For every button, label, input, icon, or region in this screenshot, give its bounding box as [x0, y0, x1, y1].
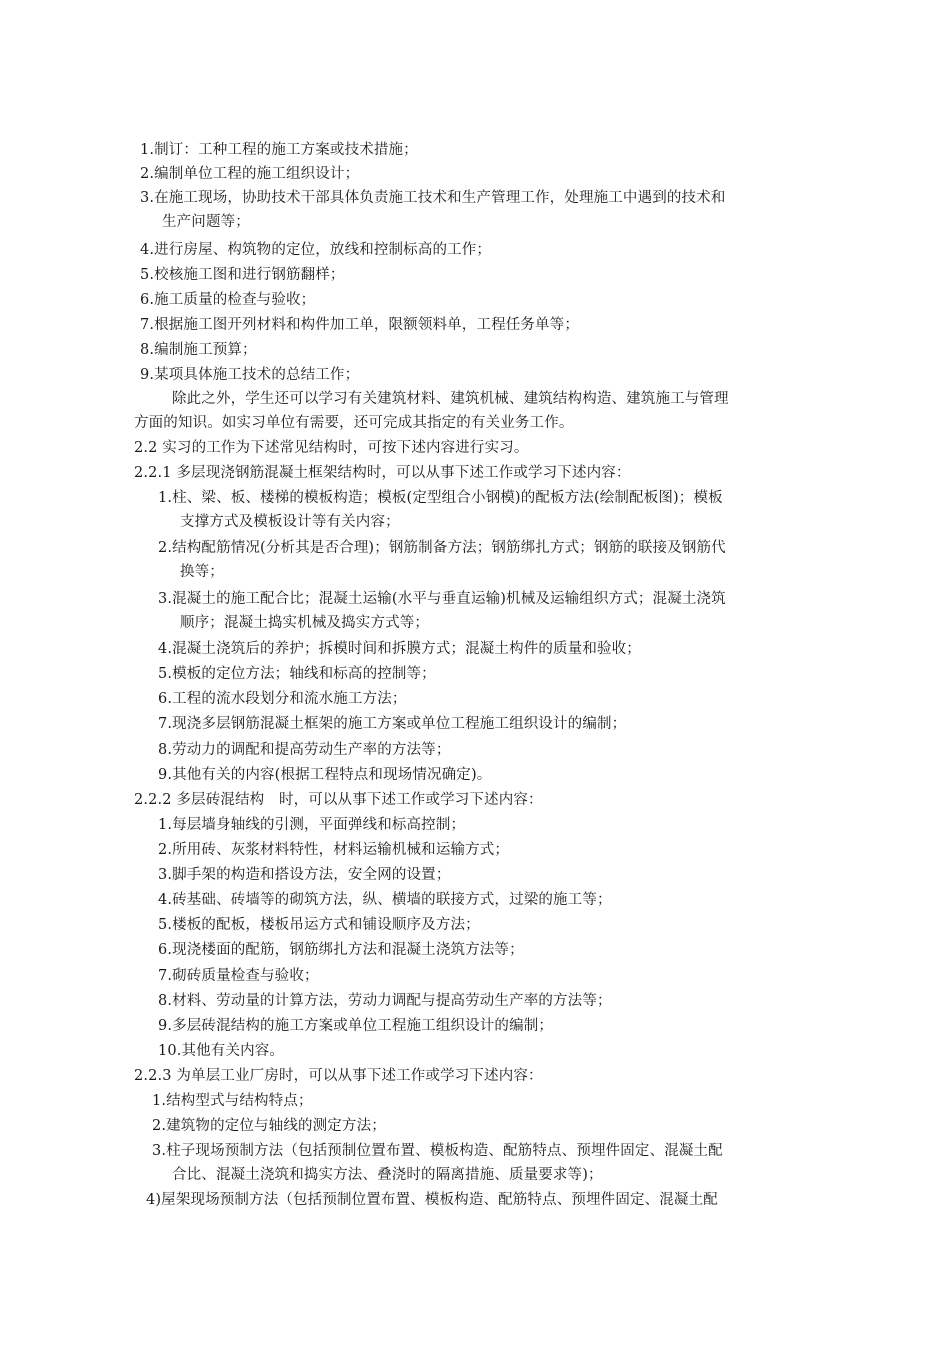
list-item-2: 2.编制单位工程的施工组织设计； [140, 166, 360, 182]
masonry-item-5: 5.楼板的配板，楼板吊运方式和铺设顺序及方法； [158, 917, 480, 933]
list-item-5: 5.校核施工图和进行钢筋翻样； [140, 267, 345, 283]
list-item-3: 3.在施工现场，协助技术干部具体负责施工技术和生产管理工作，处理施工中遇到的技术和 [140, 190, 726, 206]
frame-item-3-continuation: 顺序；混凝土捣实机械及捣实方式等； [180, 615, 430, 631]
list-item-7: 7.根据施工图开列材料和构件加工单，限额领料单，工程任务单等； [140, 317, 579, 333]
frame-item-2-continuation: 换等； [180, 564, 224, 580]
frame-item-6: 6.工程的流水段划分和流水施工方法； [158, 691, 407, 707]
factory-item-1: 1.结构型式与结构特点； [152, 1093, 313, 1109]
frame-item-2: 2.结构配筋情况(分析其是否合理)；钢筋制备方法；钢筋绑扎方式；钢筋的联接及钢筋代 [158, 540, 726, 556]
masonry-item-2: 2.所用砖、灰浆材料特性，材料运输机械和运输方式； [158, 842, 510, 858]
section-heading-2-2-3: 2.2.3 为单层工业厂房时，可以从事下述工作或学习下述内容： [134, 1068, 543, 1084]
frame-item-9: 9.其他有关的内容(根据工程特点和现场情况确定)。 [158, 767, 492, 783]
section-heading-2-2: 2.2 实习的工作为下述常见结构时，可按下述内容进行实习。 [134, 440, 529, 456]
frame-item-7: 7.现浇多层钢筋混凝土框架的施工方案或单位工程施工组织设计的编制； [158, 716, 627, 732]
section-heading-2-2-1: 2.2.1 多层现浇钢筋混凝土框架结构时，可以从事下述工作或学习下述内容： [134, 465, 631, 481]
list-item-8: 8.编制施工预算； [140, 342, 257, 358]
frame-item-4: 4.混凝土浇筑后的养护；拆模时间和拆膜方式；混凝土构件的质量和验收； [158, 641, 641, 657]
frame-item-3: 3.混凝土的施工配合比；混凝土运输(水平与垂直运输)机械及运输组织方式；混凝土浇筑 [158, 591, 726, 607]
section-heading-2-2-2: 2.2.2 多层砖混结构 时，可以从事下述工作或学习下述内容： [134, 792, 543, 808]
factory-item-3-continuation: 合比、混凝土浇筑和捣实方法、叠浇时的隔离措施、质量要求等)； [172, 1167, 603, 1183]
masonry-item-6: 6.现浇楼面的配筋，钢筋绑扎方法和混凝土浇筑方法等； [158, 942, 524, 958]
masonry-item-8: 8.材料、劳动量的计算方法，劳动力调配与提高劳动生产率的方法等； [158, 993, 612, 1009]
paragraph-line-1: 除此之外，学生还可以学习有关建筑材料、建筑机械、建筑结构构造、建筑施工与管理 [172, 391, 729, 407]
factory-item-4: 4)屋架现场预制方法（包括预制位置布置、模板构造、配筋特点、预埋件固定、混凝土配 [146, 1192, 718, 1208]
masonry-item-1: 1.每层墙身轴线的引测，平面弹线和标高控制； [158, 817, 466, 833]
masonry-item-3: 3.脚手架的构造和搭设方法，安全网的设置； [158, 867, 451, 883]
factory-item-2: 2.建筑物的定位与轴线的测定方法； [152, 1118, 386, 1134]
frame-item-1: 1.柱、梁、板、楼梯的模板构造；模板(定型组合小钢模)的配板方法(绘制配板图)；模板 [158, 490, 723, 506]
list-item-9: 9.某项具体施工技术的总结工作； [140, 367, 360, 383]
list-item-3-continuation: 生产问题等； [162, 214, 250, 230]
frame-item-1-continuation: 支撑方式及模板设计等有关内容； [180, 514, 400, 530]
frame-item-5: 5.模板的定位方法；轴线和标高的控制等； [158, 666, 436, 682]
list-item-6: 6.施工质量的检查与验收； [140, 292, 316, 308]
factory-item-3: 3.柱子现场预制方法（包括预制位置布置、模板构造、配筋特点、预埋件固定、混凝土配 [152, 1143, 723, 1159]
masonry-item-7: 7.砌砖质量检查与验收； [158, 968, 319, 984]
list-item-1: 1.制订：工种工程的施工方案或技术措施； [140, 142, 418, 158]
frame-item-8: 8.劳动力的调配和提高劳动生产率的方法等； [158, 742, 451, 758]
list-item-4: 4.进行房屋、构筑物的定位，放线和控制标高的工作； [140, 242, 492, 258]
masonry-item-9: 9.多层砖混结构的施工方案或单位工程施工组织设计的编制； [158, 1018, 554, 1034]
masonry-item-4: 4.砖基础、砖墙等的砌筑方法，纵、横墙的联接方式，过梁的施工等； [158, 892, 612, 908]
masonry-item-10: 10.其他有关内容。 [158, 1043, 285, 1059]
paragraph-line-2: 方面的知识。如实习单位有需要，还可完成其指定的有关业务工作。 [134, 415, 574, 431]
